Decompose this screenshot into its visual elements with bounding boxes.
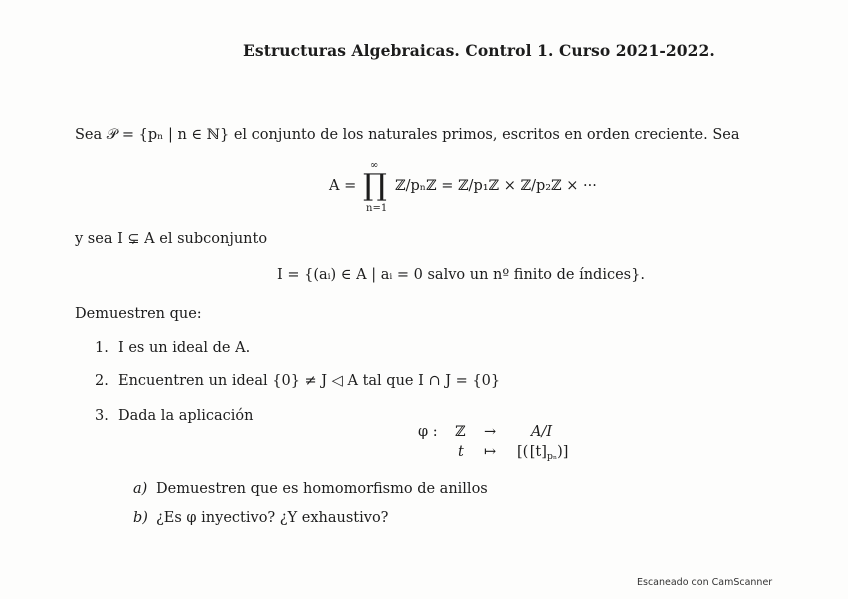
subitem-text: ¿Es φ inyectivo? ¿Y exhaustivo? xyxy=(156,510,389,526)
product-lhs: A = xyxy=(329,178,357,194)
ideal-definition: I = {(aᵢ) ∈ A | aᵢ = 0 salvo un nº finito de índices}. xyxy=(277,267,645,283)
list-item-text: I es un ideal de A. xyxy=(118,340,251,356)
subitem-label: a) xyxy=(133,481,148,497)
product-upper-limit: ∞ xyxy=(370,160,379,171)
subset-paragraph: y sea I ⊊ A el subconjunto xyxy=(75,231,268,247)
map-domain: ℤ xyxy=(455,424,466,440)
intro-paragraph: Sea 𝒫 = {pₙ | n ∈ ℕ} el conjunto de los naturales primos, escritos en orden creciente. Sea xyxy=(75,127,740,143)
product-rhs: ℤ/pₙℤ = ℤ/p₁ℤ × ℤ/p₂ℤ × ··· xyxy=(395,178,597,194)
map-image-close: )] xyxy=(557,444,569,460)
map-arrow: → xyxy=(484,424,497,440)
document-title: Estructuras Algebraicas. Control 1. Curso 2021-2022. xyxy=(243,41,715,60)
list-item-text: Dada la aplicación xyxy=(118,408,254,424)
list-item-text: Encuentren un ideal {0} ≠ J ◁ A tal que I ∩ J = {0} xyxy=(118,373,501,389)
map-codomain: A/I xyxy=(531,424,553,440)
map-image-open: [( [t] xyxy=(517,444,547,460)
product-symbol: ∏ xyxy=(363,168,387,203)
map-element: t xyxy=(458,444,464,460)
subitem-label: b) xyxy=(133,510,148,526)
map-image xyxy=(517,444,568,462)
map-mapsto: ↦ xyxy=(484,444,497,460)
list-item-number: 3. xyxy=(95,408,109,424)
map-image-subscript: pₙ xyxy=(546,451,558,462)
subitem-text: Demuestren que es homomorfismo de anillos xyxy=(156,481,488,497)
list-item-number: 1. xyxy=(95,340,109,356)
list-item-number: 2. xyxy=(95,373,109,389)
prove-heading: Demuestren que: xyxy=(75,306,202,322)
scanner-watermark: Escaneado con CamScanner xyxy=(637,577,773,588)
map-symbol: φ : xyxy=(418,424,438,440)
product-lower-limit: n=1 xyxy=(366,203,388,214)
